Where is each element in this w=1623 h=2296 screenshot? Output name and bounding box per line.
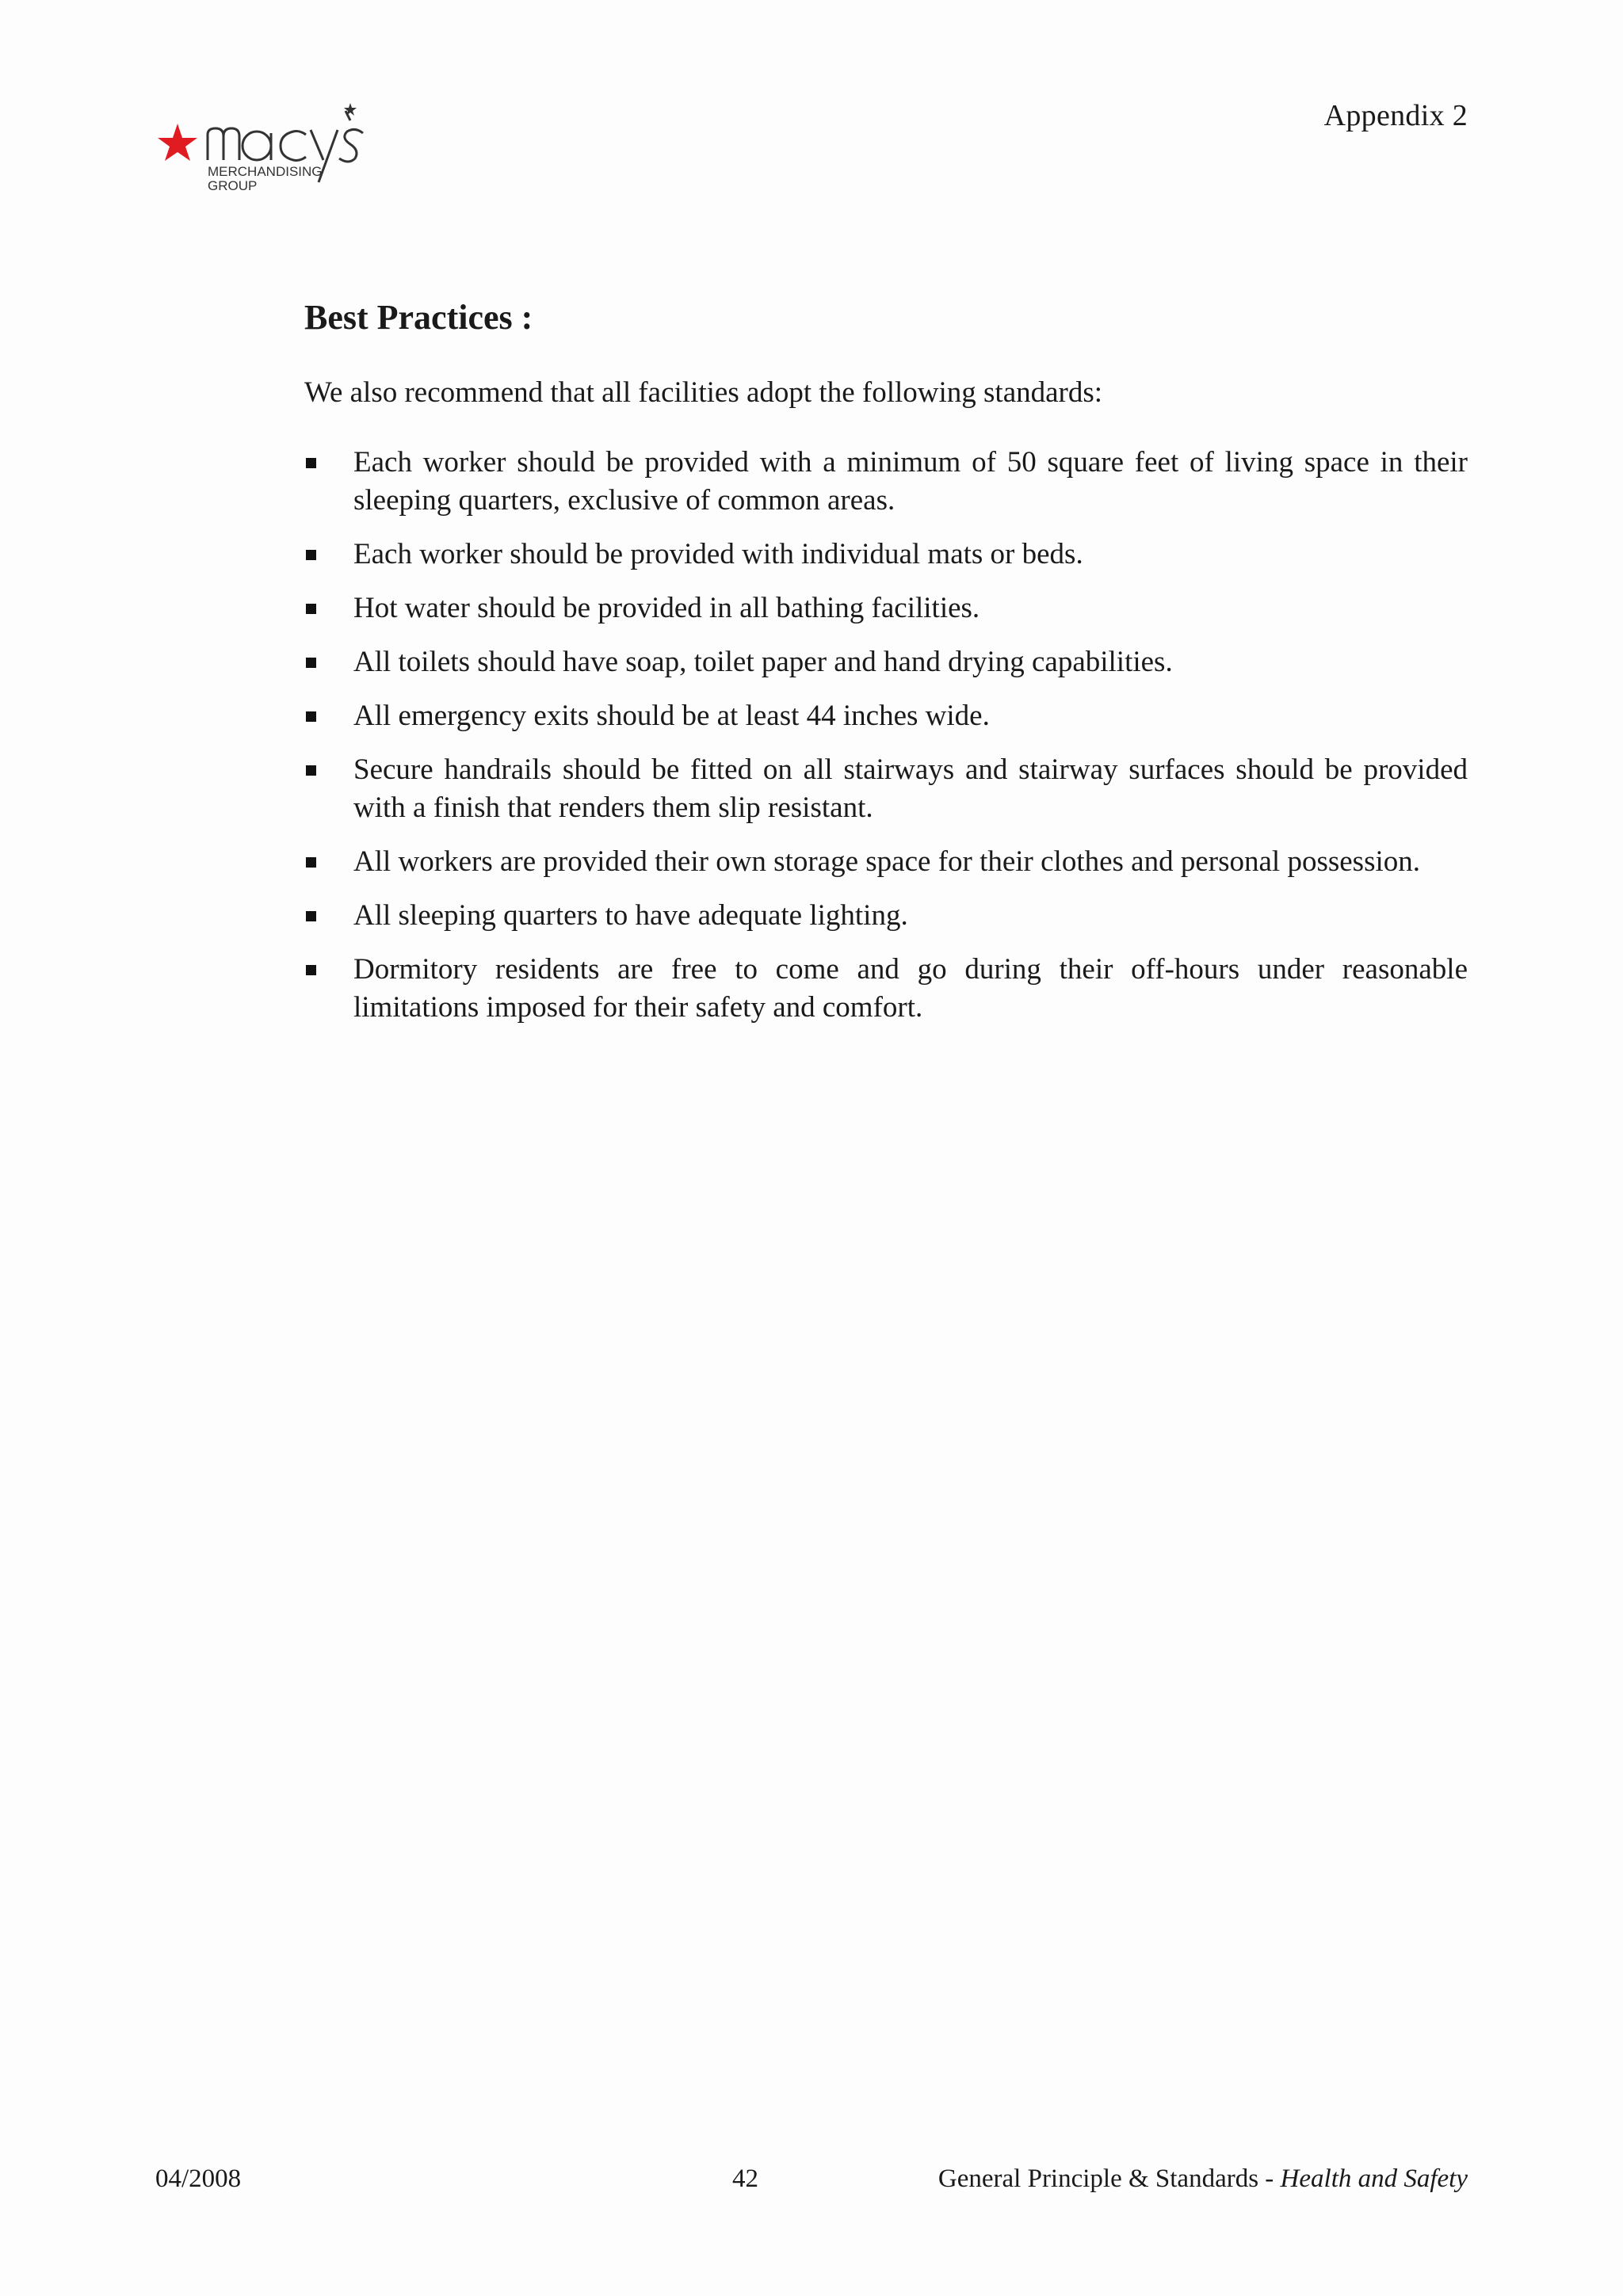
list-item-text: Each worker should be provided with a minimum of 50 square feet of living space in their sleeping quarters, exclusive of common areas. <box>353 446 1468 517</box>
square-bullet-icon <box>306 911 316 921</box>
square-bullet-icon <box>306 550 316 560</box>
square-bullet-icon <box>306 857 316 868</box>
footer-date: 04/2008 <box>155 2164 242 2193</box>
appendix-label: Appendix 2 <box>1323 99 1468 132</box>
macys-merchandising-group-logo <box>155 93 417 196</box>
list-item <box>304 643 1468 681</box>
footer-title-italic: Health and Safety <box>1280 2164 1468 2193</box>
list-item <box>304 897 1468 935</box>
list-item-text: All workers are provided their own storage space for their clothes and personal possession. <box>353 845 1421 878</box>
logo-subtitle-group: GROUP <box>208 178 258 193</box>
list-item-text: All toilets should have soap, toilet paper and hand drying capabilities. <box>353 646 1173 678</box>
list-item-text: Each worker should be provided with individual mats or beds. <box>353 538 1083 570</box>
list-item-text: Secure handrails should be fitted on all stairways and stairway surfaces should be provided with a finish that renders them slip resistant. <box>353 753 1468 824</box>
best-practices-list <box>304 444 1468 1027</box>
list-item <box>304 951 1468 1027</box>
list-item-text: All sleeping quarters to have adequate lighting. <box>353 899 908 932</box>
star-icon <box>158 124 197 161</box>
list-item-text: Hot water should be provided in all bathing facilities. <box>353 592 980 624</box>
footer-title-plain: General Principle & Standards - <box>938 2164 1281 2193</box>
square-bullet-icon <box>306 458 316 468</box>
footer-document-title <box>938 2164 1468 2194</box>
square-bullet-icon <box>306 965 316 975</box>
section-title: Best Practices : <box>304 298 533 337</box>
list-item <box>304 843 1468 881</box>
square-bullet-icon <box>306 604 316 614</box>
list-item <box>304 444 1468 520</box>
footer-page-number: 42 <box>732 2164 758 2193</box>
square-bullet-icon <box>306 658 316 668</box>
list-item <box>304 751 1468 827</box>
list-item <box>304 589 1468 627</box>
list-item <box>304 697 1468 735</box>
list-item <box>304 536 1468 574</box>
page-footer <box>155 2164 1468 2204</box>
list-item-text: Dormitory residents are free to come and go during their off-hours under reasonable limitations imposed for their safety and comfort. <box>353 953 1468 1024</box>
list-item-text: All emergency exits should be at least 44 inches wide. <box>353 700 990 732</box>
square-bullet-icon <box>306 711 316 722</box>
intro-paragraph: We also recommend that all facilities adopt the following standards: <box>304 376 1103 409</box>
main-content <box>304 295 1468 1043</box>
logo-subtitle-merchandising: MERCHANDISING <box>208 164 323 179</box>
logo-graphic <box>155 93 417 196</box>
square-bullet-icon <box>306 765 316 776</box>
